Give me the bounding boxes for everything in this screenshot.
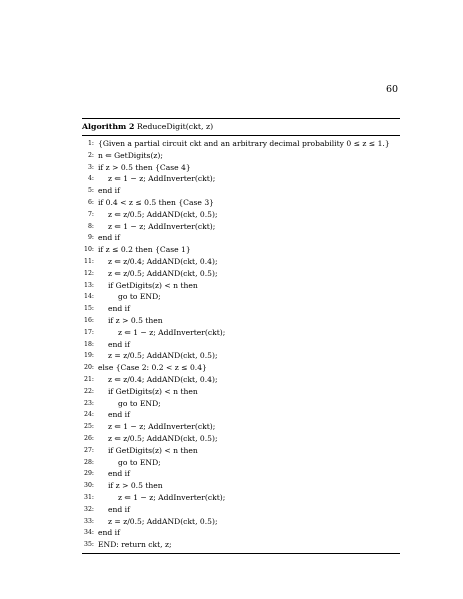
algorithm-line xyxy=(82,280,400,292)
line-number: 16: xyxy=(84,316,94,324)
algorithm-caption xyxy=(82,119,400,133)
line-number: 30: xyxy=(84,482,94,490)
line-number: 32: xyxy=(84,505,94,513)
algorithm-line xyxy=(82,527,400,539)
line-number: 21: xyxy=(84,375,94,383)
line-number: 8: xyxy=(87,222,94,230)
algorithm-line xyxy=(82,173,400,185)
algorithm-line xyxy=(82,315,400,327)
line-number: 26: xyxy=(84,434,94,442)
algorithm-line xyxy=(82,421,400,433)
algorithm-line xyxy=(82,327,400,339)
algorithm-line xyxy=(82,398,400,410)
algorithm-line xyxy=(82,539,400,551)
line-number: 6: xyxy=(87,198,94,206)
line-code: if 0.4 < z ≤ 0.5 then {Case 3} xyxy=(98,197,214,207)
line-code: go to END; xyxy=(118,398,161,408)
line-code: if GetDigits(z) < n then xyxy=(108,386,198,396)
line-number: 14: xyxy=(84,293,94,301)
algorithm-line xyxy=(82,291,400,303)
algorithm-label: Algorithm 2 xyxy=(82,122,135,131)
algorithm-line xyxy=(82,303,400,315)
line-number: 19: xyxy=(84,352,94,360)
line-code: END: return ckt, z; xyxy=(98,540,172,550)
line-number: 1: xyxy=(87,140,94,147)
line-number: 33: xyxy=(84,517,94,525)
line-code: if z > 0.5 then xyxy=(108,481,163,491)
algorithm-lines xyxy=(82,138,400,551)
algorithm-line xyxy=(82,362,400,374)
line-number: 29: xyxy=(84,470,94,478)
line-number: 17: xyxy=(84,328,94,336)
line-code: end if xyxy=(108,504,130,514)
line-code: go to END; xyxy=(118,457,161,467)
line-code: if z > 0.5 then xyxy=(108,315,163,325)
line-code: if z ≤ 0.2 then {Case 1} xyxy=(98,245,191,255)
bottom-rule xyxy=(82,553,400,554)
line-code: end if xyxy=(108,339,130,349)
line-number: 4: xyxy=(87,175,94,183)
line-number: 24: xyxy=(84,411,94,419)
page-number: 60 xyxy=(386,84,399,95)
line-code: if GetDigits(z) < n then xyxy=(108,445,198,455)
algorithm-line xyxy=(82,516,400,528)
algorithm-line xyxy=(82,457,400,469)
line-code: z ⇐ z/0.5; AddAND(ckt, 0.5); xyxy=(108,268,218,278)
algorithm-line xyxy=(82,492,400,504)
line-number: 9: xyxy=(87,234,94,242)
algorithm-line xyxy=(82,268,400,280)
line-code: z ⇐ 1 − z; AddInverter(ckt); xyxy=(118,327,226,337)
line-number: 12: xyxy=(84,269,94,277)
line-code: {Given a partial circuit ckt and an arbitrary decimal probability 0 ≤ z ≤ 1.} xyxy=(98,139,390,148)
algorithm-line xyxy=(82,256,400,268)
line-number: 34: xyxy=(84,529,94,537)
algorithm-line xyxy=(82,232,400,244)
line-number: 23: xyxy=(84,399,94,407)
algorithm-block xyxy=(82,118,400,554)
algorithm-line xyxy=(82,386,400,398)
algorithm-line xyxy=(82,433,400,445)
line-code: end if xyxy=(108,410,130,420)
algorithm-line xyxy=(82,162,400,174)
line-code: go to END; xyxy=(118,292,161,302)
line-code: else {Case 2: 0.2 < z ≤ 0.4} xyxy=(98,363,207,373)
line-code: z ⇐ z/0.4; AddAND(ckt, 0.4); xyxy=(108,256,218,266)
algorithm-line xyxy=(82,350,400,362)
line-number: 20: xyxy=(84,364,94,372)
line-code: n ⇐ GetDigits(z); xyxy=(98,150,163,160)
line-code: z ⇐ z/0.5; AddAND(ckt, 0.5); xyxy=(108,433,218,443)
algorithm-line xyxy=(82,339,400,351)
line-number: 3: xyxy=(87,163,94,171)
line-number: 13: xyxy=(84,281,94,289)
algorithm-line xyxy=(82,185,400,197)
algorithm-line xyxy=(82,480,400,492)
algorithm-line xyxy=(82,445,400,457)
line-code: z = z/0.5; AddAND(ckt, 0.5); xyxy=(108,516,218,526)
line-number: 5: xyxy=(87,187,94,195)
algorithm-line xyxy=(82,409,400,421)
line-number: 18: xyxy=(84,340,94,348)
line-code: z ⇐ 1 − z; AddInverter(ckt); xyxy=(118,492,226,502)
algorithm-name: ReduceDigit(ckt, z) xyxy=(136,122,214,131)
line-number: 15: xyxy=(84,305,94,313)
algorithm-line xyxy=(82,374,400,386)
line-code: z ⇐ 1 − z; AddInverter(ckt); xyxy=(108,221,216,231)
line-code: end if xyxy=(108,304,130,314)
line-code: z ⇐ z/0.5; AddAND(ckt, 0.5); xyxy=(108,209,218,219)
line-code: if GetDigits(z) < n then xyxy=(108,280,198,290)
line-code: z = z/0.5; AddAND(ckt, 0.5); xyxy=(108,351,218,361)
algorithm-line xyxy=(82,244,400,256)
algorithm-line xyxy=(82,209,400,221)
algorithm-line xyxy=(82,197,400,209)
line-code: z ⇐ 1 − z; AddInverter(ckt); xyxy=(108,174,216,184)
line-number: 11: xyxy=(84,257,94,265)
line-number: 10: xyxy=(84,246,94,254)
line-code: end if xyxy=(98,233,120,243)
algorithm-line xyxy=(82,468,400,480)
algorithm-line xyxy=(82,150,400,162)
line-code: end if xyxy=(108,469,130,479)
line-code: z ⇐ z/0.4; AddAND(ckt, 0.4); xyxy=(108,374,218,384)
caption-rule xyxy=(82,135,400,136)
algorithm-line xyxy=(82,138,400,150)
line-number: 25: xyxy=(84,423,94,431)
line-code: end if xyxy=(98,186,120,196)
line-code: end if xyxy=(98,528,120,538)
line-number: 35: xyxy=(84,541,94,549)
line-code: if z > 0.5 then {Case 4} xyxy=(98,162,191,172)
algorithm-line xyxy=(82,221,400,233)
line-number: 22: xyxy=(84,387,94,395)
line-number: 27: xyxy=(84,446,94,454)
line-code: z ⇐ 1 − z; AddInverter(ckt); xyxy=(108,422,216,432)
line-number: 31: xyxy=(84,493,94,501)
line-number: 28: xyxy=(84,458,94,466)
algorithm-line xyxy=(82,504,400,516)
line-number: 7: xyxy=(87,210,94,218)
line-number: 2: xyxy=(87,151,94,159)
